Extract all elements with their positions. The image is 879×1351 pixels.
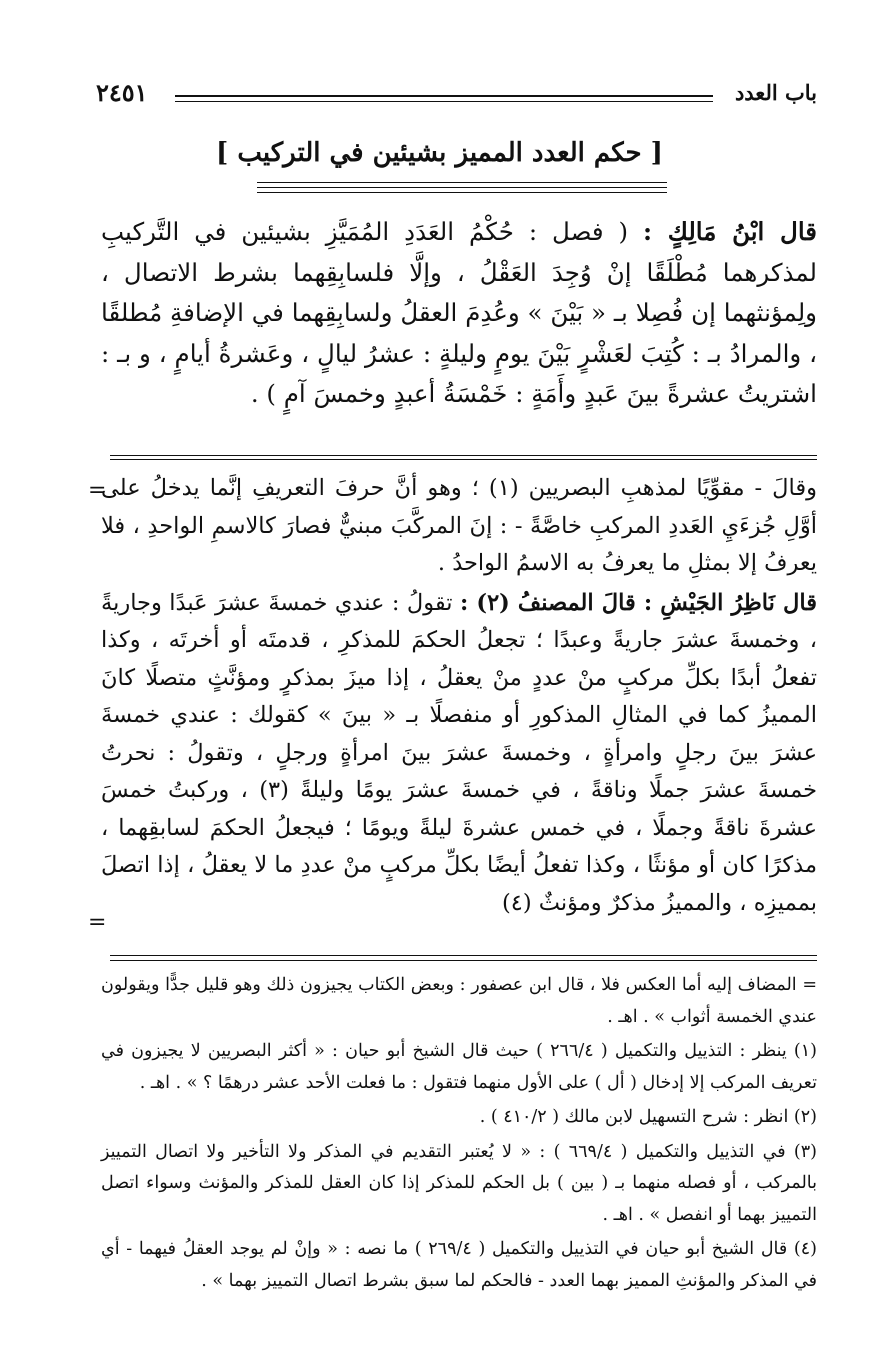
footnote-4: (٤) قال الشيخ أبو حيان في التذييل والتكميل ( ٢٦٩/٤ ) ما نصه : « وإنْ لم يوجد العقلُ فيهما - أي في المذكر والمؤنثِ المميز بهما العدد - فالحكم لما سبق بشرط اتصال التمييز بهما » .	[101, 1239, 817, 1291]
running-head: باب العدد	[734, 80, 817, 105]
commentary-paragraph-1: وقالَ - مقوِّيًا لمذهبِ البصريين (١) ؛ وهو أنَّ حرفَ التعريفِ إنَّما يدخلُ على أوَّلِ جُزءَيِ العَددِ المركبِ خاصَّةً - : إنَ المركَّبَ مبنيٌّ فصارَ كالاسمِ الواحدِ ، فلا يعرفُ إلا بمثلِ ما يعرفُ به الاسمُ الواحدُ .	[101, 475, 817, 576]
commentary	[101, 470, 817, 924]
footnote-2: (٢) انظر : شرح التسهيل لابن مالك ( ٤١٠/٢ ) .	[479, 1107, 817, 1127]
footnote-1: (١) ينظر : التذييل والتكميل ( ٢٦٦/٤ ) حيث قال الشيخ أبو حيان : « أكثر البصريين لا يجيزون في تعريف المركب إلا إدخال ( أل ) على الأول منهما فتقول : ما فعلت الأحد عشر درهمًا ؟ » . اهـ .	[101, 1041, 817, 1093]
footnote-separator	[110, 955, 817, 956]
page-number: ٢٤٥١	[96, 78, 148, 107]
matn-separator-2	[110, 459, 817, 460]
commentary-paragraph-2	[101, 585, 817, 923]
header-rule	[175, 95, 713, 97]
footnote-separator-2	[110, 960, 817, 961]
footnote-continuation: = المضاف إليه أما العكس فلا ، قال ابن عصفور : وبعض الكتاب يجيزون ذلك وهو قليل جدًّا ويقولون عندي الخمسة أثواب » . اهـ .	[101, 975, 817, 1027]
footnote-3: (٣) في التذييل والتكميل ( ٦٦٩/٤ ) : « لا يُعتبر التقديم في المذكر ولا التأخير ولا اتصال التمييز بالمركب ، أو فصله منهما بـ ( بين ) بل الحكم للمذكر إذا كان العقل للمذكر والمؤنث وسواء اتصل التمييز بهما أو انفصل » . اهـ .	[101, 1141, 817, 1225]
continuation-mark-top: =	[88, 478, 107, 503]
main-body: ( فصل : حُكْمُ العَدَدِ المُمَيَّزِ بشيئين في التَّركيبِ لمذكرهما مُطْلَقًا إنْ وُجِدَ العَقْلُ ، وإلَّا فلسابِقِهما بشرط الاتصال ، ولِمؤنثهما إن فُصِلا بـ « بَيْنَ » وعُدِمَ العقلُ ولسابِقِهما في الإضافةِ مُطلقًا ، والمرادُ بـ : كُتِبَ لعَشْرٍ بَيْنَ يومٍ وليلةٍ : عشرُ ليالٍ ، وعَشرةُ أيامٍ ، و بـ : اشتريتُ عشرةً بينَ عَبدٍ وأَمَةٍ : خَمْسَةُ أعبدٍ وخمسَ آمٍ ) .	[101, 217, 817, 408]
footnotes	[101, 970, 817, 1300]
title-underline	[257, 182, 667, 197]
continuation-mark-bottom: =	[88, 910, 107, 935]
header-rule-thin	[175, 101, 713, 102]
main-speaker: قال ابْنُ مَالِكٍ :	[642, 217, 817, 246]
main-text	[101, 212, 817, 415]
matn-separator	[110, 455, 817, 456]
commentary-body: تقولُ : عندي خمسةَ عشرَ عَبدًا وجاريةً ، وخمسةَ عشرَ جاريةً وعبدًا ؛ تجعلُ الحكمَ للمذكرِ ، قدمتَه أو أخرتَه ، وكذا تفعلُ أبدًا بكلِّ مركبٍ منْ عددٍ منْ يعقلُ ، إذا ميزَ بمذكرٍ ومؤنَّثٍ متصلًا كانَ المميزُ كما في المثالِ المذكورِ أو منفصلًا بـ « بينَ » كقولك : عندي خمسةَ عشرَ بينَ رجلٍ وامرأةٍ ، وخمسةَ عشرَ بينَ امرأةٍ ورجلٍ ، وتقولُ : نحرتُ خمسةَ عشرَ جملًا وناقةً ، في خمسةَ عشرَ يومًا وليلةً (٣) ، وركبتُ خمسَ عشرةَ ناقةً وجملًا ، في خمس عشرةَ ليلةً ويومًا ؛ فيجعلُ الحكمَ لسابقِهما ، مذكرًا كان أو مؤنثًا ، وكذا تفعلُ أيضًا بكلِّ مركبٍ منْ عددِ ما لا يعقلُ ، إذا اتصلَ بمميزِه ، والمميزُ مذكرٌ ومؤنثٌ (٤)	[101, 589, 817, 916]
commentary-speaker: قال نَاظِرُ الجَيْشِ : قالَ المصنفُ (٢) :	[459, 589, 817, 616]
main-paragraph	[101, 212, 817, 415]
section-title: [ حكم العدد المميز بشيئين في التركيب ]	[216, 138, 663, 168]
